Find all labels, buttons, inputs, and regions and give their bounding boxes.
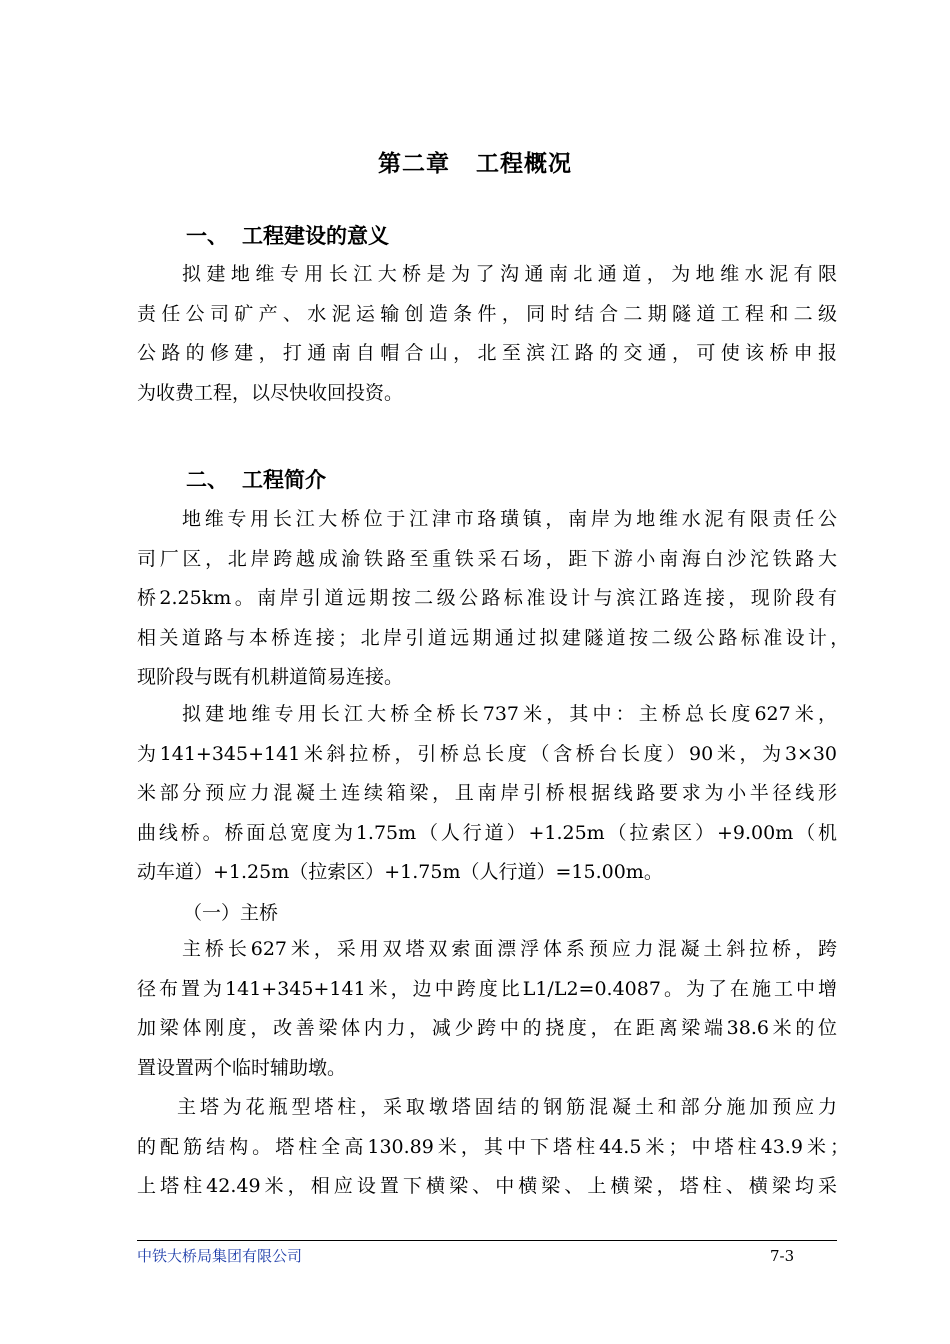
paragraph-line: 司厂区，北岸跨越成渝铁路至重铁采石场，距下游小南海白沙沱铁路大 (137, 547, 837, 570)
paragraph-line: 拟建地维专用长江大桥全桥长737米，其中：主桥总长度627米， (182, 703, 837, 725)
paragraph-line: 现阶段与既有机耕道简易连接。 (137, 666, 404, 688)
paragraph-main-tower (137, 1088, 849, 1207)
paragraph-line: 径布置为141+345+141米，边中跨度比L1/L2=0.4087。为了在施工中增 (137, 977, 837, 1000)
section-title: 工程建设的意义 (242, 223, 389, 248)
chapter-name: 工程概况 (476, 150, 572, 177)
paragraph-line: 动车道）+1.25m（拉索区）+1.75m（人行道）=15.00m。 (137, 861, 663, 883)
paragraph-line: 的配筋结构。塔柱全高130.89米，其中下塔柱44.5米；中塔柱43.9米； (137, 1135, 849, 1158)
paragraph-dimensions (137, 695, 837, 893)
section-heading-significance (186, 220, 389, 252)
paragraph-line: 桥2.25km。南岸引道远期按二级公路标准设计与滨江路连接，现阶段有 (137, 587, 837, 609)
paragraph-significance (137, 255, 837, 413)
section-number: 二、 (186, 467, 228, 492)
subsection-heading-main-bridge: （一）主桥 (183, 902, 279, 924)
chapter-number: 第二章 (378, 150, 450, 177)
paragraph-line: 加梁体刚度，改善梁体内力，减少跨中的挠度，在距离梁端38.6米的位 (137, 1017, 837, 1039)
paragraph-line: 为141+345+141米斜拉桥，引桥总长度（含桥台长度）90米，为3×30 (137, 742, 837, 765)
paragraph-line: 曲线桥。桥面总宽度为1.75m（人行道）+1.25m（拉索区）+9.00m（机 (137, 821, 837, 844)
paragraph-line: 为收费工程，以尽快收回投资。 (137, 381, 404, 404)
paragraph-line: 相关道路与本桥连接；北岸引道远期通过拟建隧道按二级公路标准设计， (137, 626, 849, 649)
section-number: 一、 (186, 223, 228, 248)
paragraph-line: 公路的修建，打通南自帽合山，北至滨江路的交通，可使该桥申报 (137, 342, 837, 364)
paragraph-line: 上塔柱42.49米，相应设置下横梁、中横梁、上横梁，塔柱、横梁均采 (137, 1175, 837, 1197)
paragraph-line: 置设置两个临时辅助墩。 (137, 1056, 347, 1079)
paragraph-line: 主塔为花瓶型塔柱，采取墩塔固结的钢筋混凝土和部分施加预应力 (177, 1096, 837, 1118)
footer-divider (137, 1240, 837, 1241)
paragraph-line: 责任公司矿产、水泥运输创造条件，同时结合二期隧道工程和二级 (137, 302, 837, 325)
chapter-title (0, 148, 950, 180)
footer-company-name: 中铁大桥局集团有限公司 (137, 1247, 303, 1265)
paragraph-line: 米部分预应力混凝土连续箱梁，且南岸引桥根据线路要求为小半径线形 (137, 782, 837, 804)
section-heading-overview (186, 464, 326, 496)
footer-page-number: 7-3 (770, 1247, 795, 1265)
paragraph-main-bridge (137, 930, 837, 1088)
paragraph-line: 拟建地维专用长江大桥是为了沟通南北通道，为地维水泥有限 (182, 263, 837, 285)
section-title: 工程简介 (242, 467, 326, 492)
paragraph-location (137, 500, 849, 698)
paragraph-line: 地维专用长江大桥位于江津市珞璜镇，南岸为地维水泥有限责任公 (182, 508, 837, 530)
paragraph-line: 主桥长627米，采用双塔双索面漂浮体系预应力混凝土斜拉桥，跨 (182, 938, 837, 960)
